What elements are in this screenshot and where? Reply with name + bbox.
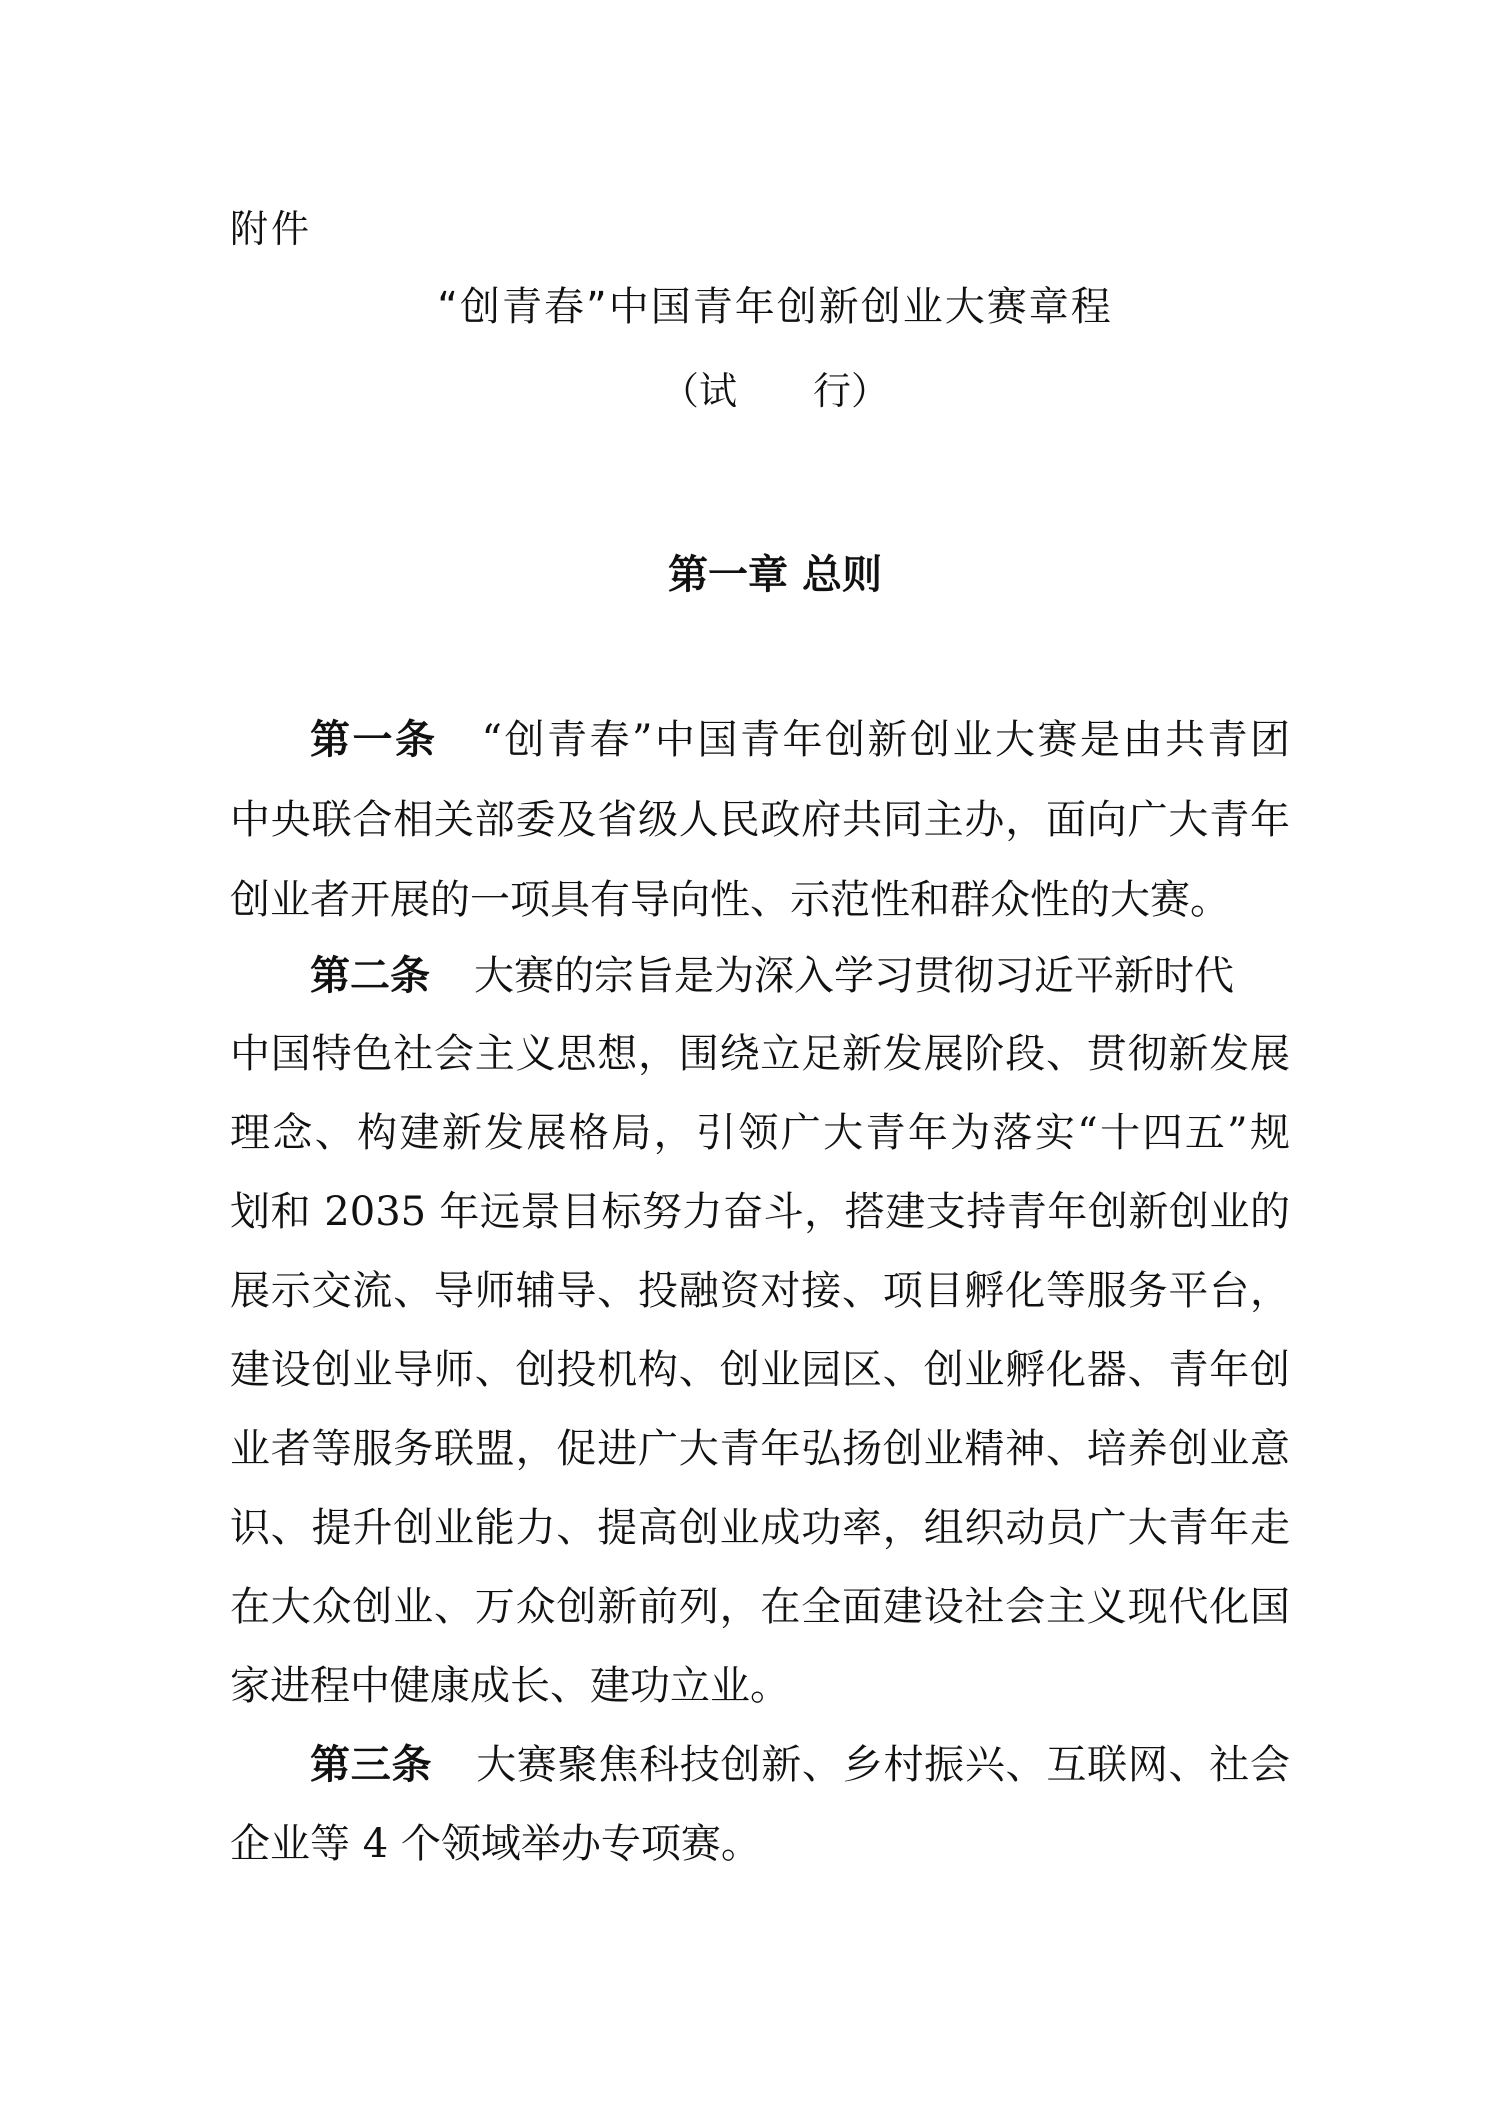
article-2-line-6: 建设创业导师、创投机构、创业园区、创业孵化器、青年创	[230, 1347, 1290, 1393]
article-2-text-1: 大赛的宗旨是为深入学习贯彻习近平新时代	[474, 953, 1234, 999]
article-3-text-1: 大赛聚焦科技创新、乡村振兴、互联网、社会	[476, 1742, 1291, 1788]
article-1-line-3: 创业者开展的一项具有导向性、示范性和群众性的大赛。	[230, 877, 1230, 923]
article-3-line-2: 企业等 4 个领域举办专项赛。	[230, 1821, 761, 1867]
article-2-line-1	[310, 944, 1290, 1001]
chapter-heading: 第一章 总则	[668, 552, 882, 598]
document-subtitle: （试 行）	[660, 369, 889, 413]
article-1-heading: 第一条	[310, 717, 438, 763]
article-2-line-10: 家进程中健康成长、建功立业。	[230, 1663, 790, 1709]
article-2-line-7: 业者等服务联盟，促进广大青年弘扬创业精神、培养创业意	[230, 1426, 1290, 1472]
article-3-line-1	[310, 1733, 1290, 1790]
article-2-line-8: 识、提升创业能力、提高创业成功率，组织动员广大青年走	[230, 1505, 1290, 1551]
article-1-line-1	[310, 708, 1290, 765]
attachment-label: 附件	[230, 207, 313, 251]
article-1-text-1: “创青春”中国青年创新创业大赛是由共青团	[481, 717, 1290, 763]
document-title: “创青春”中国青年创新创业大赛章程	[437, 284, 1113, 330]
article-1-line-2: 中央联合相关部委及省级人民政府共同主办，面向广大青年	[230, 797, 1290, 843]
article-3-heading: 第三条	[310, 1742, 433, 1788]
article-2-line-4: 划和 2035 年远景目标努力奋斗，搭建支持青年创新创业的	[230, 1189, 1290, 1235]
article-2-line-9: 在大众创业、万众创新前列，在全面建设社会主义现代化国	[230, 1584, 1290, 1630]
article-2-line-3: 理念、构建新发展格局，引领广大青年为落实“十四五”规	[230, 1110, 1290, 1156]
article-2-heading: 第二条	[310, 953, 430, 999]
article-2-line-5: 展示交流、导师辅导、投融资对接、项目孵化等服务平台，	[230, 1268, 1290, 1314]
article-2-line-2: 中国特色社会主义思想，围绕立足新发展阶段、贯彻新发展	[230, 1031, 1290, 1077]
